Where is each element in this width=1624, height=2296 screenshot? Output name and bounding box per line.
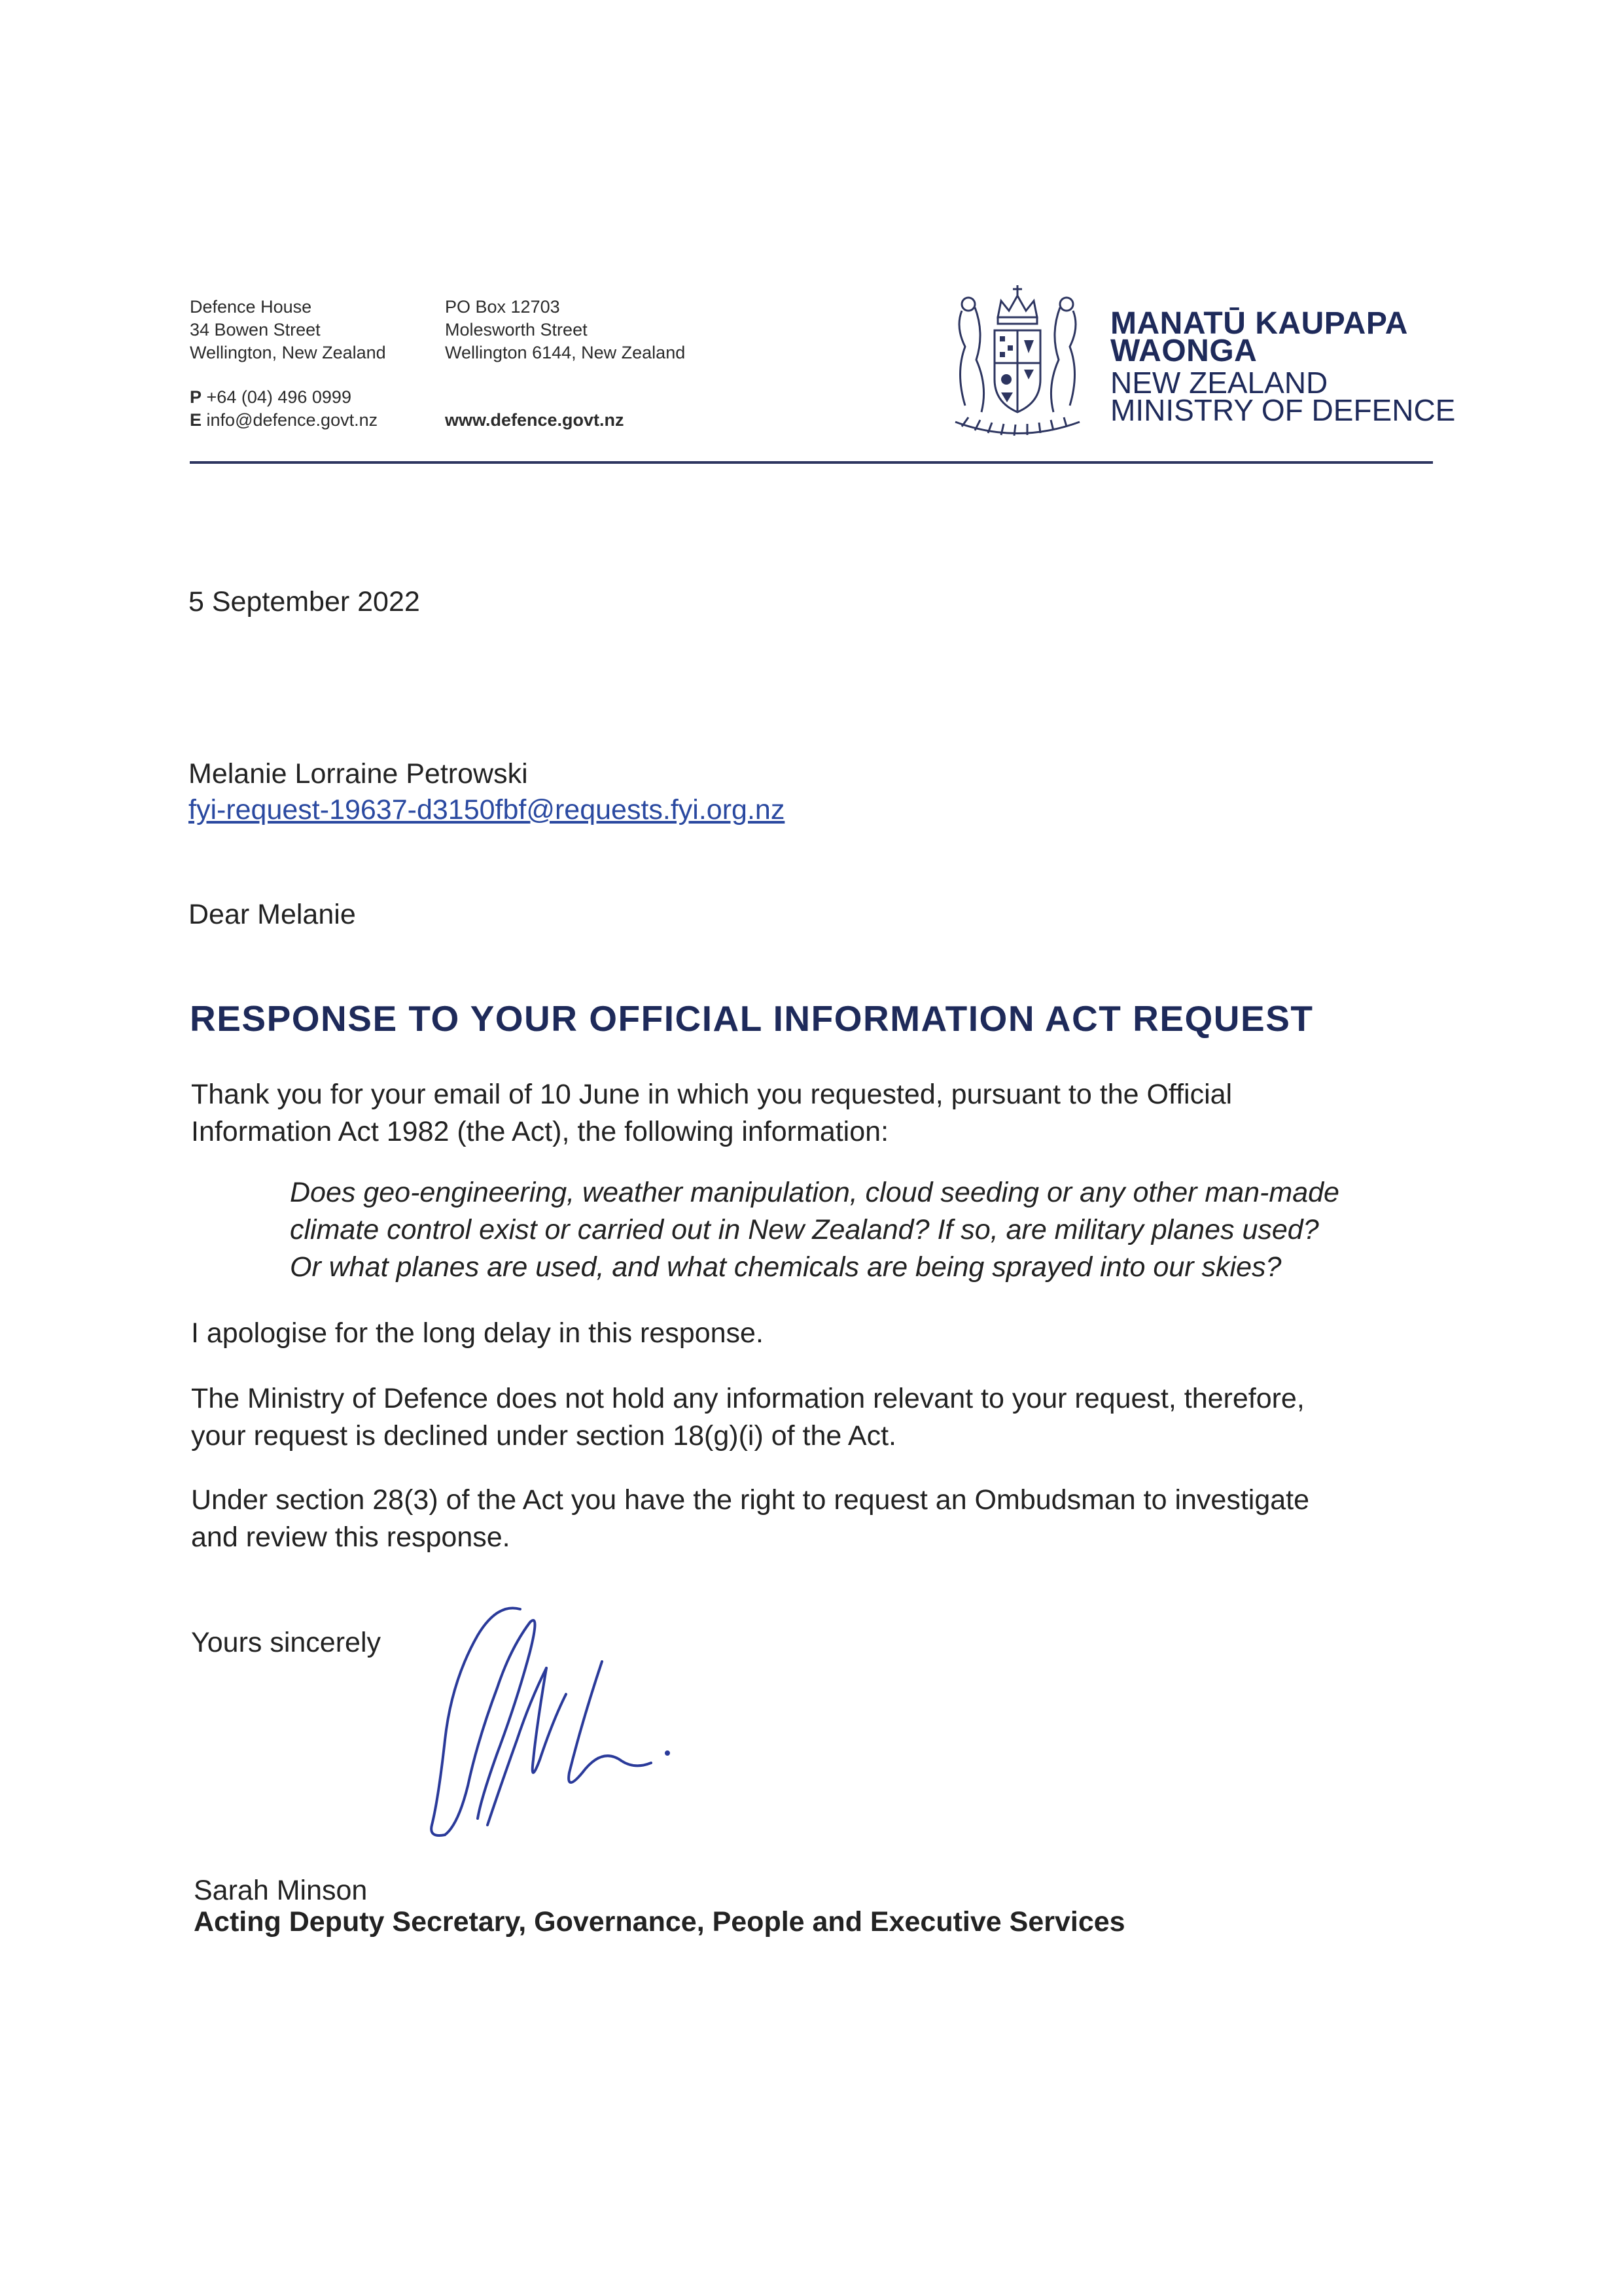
recipient-name: Melanie Lorraine Petrowski (188, 758, 528, 790)
phone-number: +64 (04) 496 0999 (206, 387, 351, 407)
email-label: E (190, 410, 202, 430)
paragraph-ombudsman (191, 1482, 1309, 1556)
header-divider (190, 461, 1433, 464)
text-line: Thank you for your email of 10 June in which you requested, pursuant to the Official (191, 1079, 1233, 1110)
quote-line: Or what planes are used, and what chemicals are being sprayed into our skies? (290, 1251, 1282, 1283)
quote-line: Does geo-engineering, weather manipulation, cloud seeding or any other man-made (290, 1177, 1339, 1208)
salutation: Dear Melanie (188, 899, 356, 930)
text-line: Information Act 1982 (the Act), the following information: (191, 1116, 889, 1147)
brand-english-line1: NEW ZEALAND (1110, 366, 1328, 400)
website-link[interactable]: www.defence.govt.nz (445, 410, 624, 430)
letter-date: 5 September 2022 (188, 586, 420, 617)
street-address (190, 296, 386, 364)
closing: Yours sincerely (191, 1627, 381, 1658)
recipient-email-link[interactable]: fyi-request-19637-d3150fbf@requests.fyi.org.nz (188, 794, 785, 826)
text-line: and review this response. (191, 1522, 510, 1553)
address-line: Defence House (190, 297, 312, 317)
phone-label: P (190, 387, 202, 407)
address-line: Wellington, New Zealand (190, 343, 386, 362)
quote-line: climate control exist or carried out in New Zealand? If so, are military planes used? (290, 1214, 1319, 1245)
paragraph-apology: I apologise for the long delay in this response. (191, 1317, 764, 1349)
paragraph-request (191, 1076, 1232, 1151)
email-address: info@defence.govt.nz (206, 410, 378, 430)
quoted-request (290, 1174, 1339, 1286)
brand-maori-line2: WAONGA (1110, 334, 1258, 368)
email-line (190, 409, 378, 432)
postal-address (445, 296, 685, 364)
signer-name: Sarah Minson (194, 1875, 368, 1906)
text-line: The Ministry of Defence does not hold any information relevant to your request, therefore, (191, 1383, 1305, 1414)
coat-of-arms-icon (936, 281, 1099, 438)
text-line: your request is declined under section 18(g)(i) of the Act. (191, 1420, 896, 1452)
contact-details (190, 386, 378, 432)
brand-english-line2: MINISTRY OF DEFENCE (1110, 393, 1456, 427)
po-line: PO Box 12703 (445, 297, 560, 317)
letter-title: RESPONSE TO YOUR OFFICIAL INFORMATION ACT REQUEST (190, 998, 1314, 1039)
text-line: Under section 28(3) of the Act you have the right to request an Ombudsman to investigate (191, 1484, 1310, 1516)
paragraph-decision (191, 1380, 1305, 1455)
address-line: 34 Bowen Street (190, 320, 321, 339)
po-line: Wellington 6144, New Zealand (445, 343, 686, 362)
phone-line (190, 386, 378, 409)
signer-title: Acting Deputy Secretary, Governance, People and Executive Services (194, 1906, 1125, 1938)
signature-icon (406, 1590, 680, 1851)
po-line: Molesworth Street (445, 320, 588, 339)
brand-maori-line1: MANATŪ KAUPAPA (1110, 306, 1408, 341)
